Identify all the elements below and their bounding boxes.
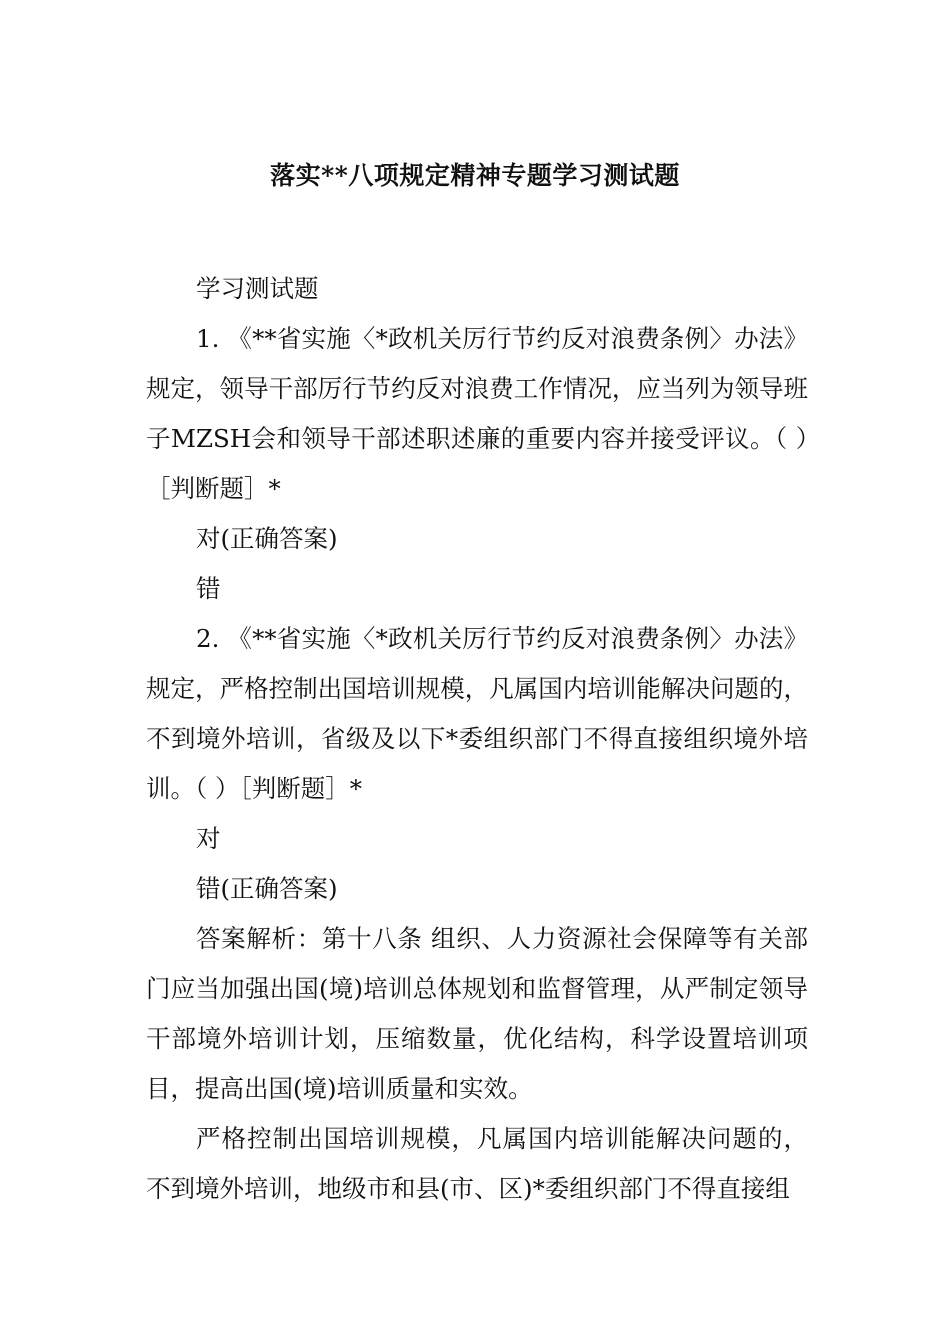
question-1-option-false: 错 xyxy=(196,574,221,603)
question-1: 1. 《**省实施〈*政机关厉行节约反对浪费条例〉办法》规定，领导干部厉行节约反对浪费工作情况，应当列为领导班子MZSH会和领导干部述职述廉的重要内容并接受评议。（ ）［判断题］* xyxy=(146,324,808,503)
answer-explanation: 答案解析：第十八条 组织、人力资源社会保障等有关部门应当加强出国(境)培训总体规划和监督管理，从严制定领导干部境外培训计划，压缩数量，优化结构，科学设置培训项目，提高出国(境)培训质量和实效。 xyxy=(146,924,808,1103)
explanation-continued: 严格控制出国培训规模，凡属国内培训能解决问题的，不到境外培训，地级市和县(市、区)*委组织部门不得直接组 xyxy=(146,1124,808,1203)
question-2: 2. 《**省实施〈*政机关厉行节约反对浪费条例〉办法》规定，严格控制出国培训规模，凡属国内培训能解决问题的，不到境外培训，省级及以下*委组织部门不得直接组织境外培训。（ ）［判断题］* xyxy=(146,624,808,803)
document-title: 落实**八项规定精神专题学习测试题 xyxy=(270,161,680,190)
document-body xyxy=(146,264,808,1214)
question-2-option-false: 错(正确答案) xyxy=(196,874,338,903)
question-1-option-true: 对(正确答案) xyxy=(196,524,338,553)
question-2-option-true: 对 xyxy=(196,824,221,853)
section-heading: 学习测试题 xyxy=(196,274,319,303)
